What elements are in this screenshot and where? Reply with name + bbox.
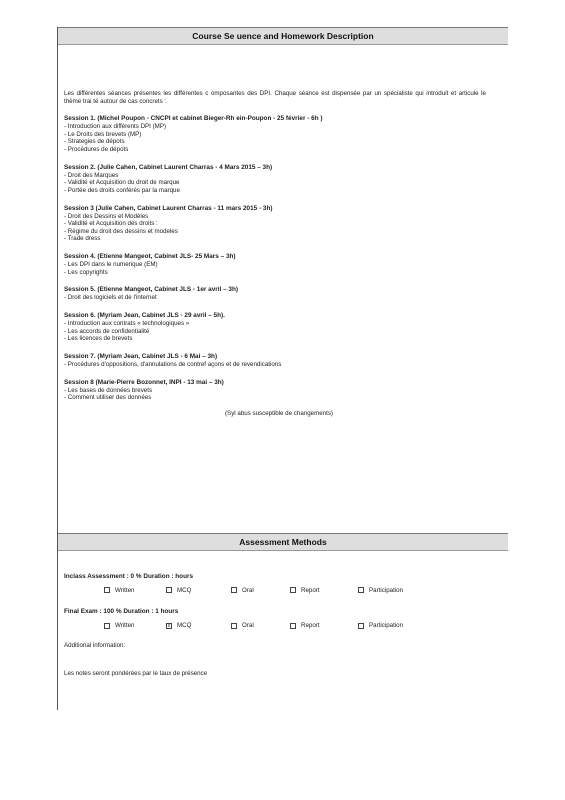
option-label: Report bbox=[301, 621, 320, 629]
option-label: Oral bbox=[242, 586, 254, 594]
session-block bbox=[64, 164, 494, 195]
option-mcq[interactable] bbox=[166, 622, 231, 630]
option-report[interactable] bbox=[290, 622, 358, 630]
inclass-assessment-label: Inclass Assessment : 0 % Duration : hours bbox=[64, 573, 194, 580]
option-mcq[interactable] bbox=[166, 587, 231, 595]
session-item: - Les licences de brevets bbox=[64, 335, 133, 343]
option-label: Participation bbox=[369, 586, 404, 594]
option-written[interactable] bbox=[104, 587, 166, 595]
final-exam-options bbox=[104, 622, 403, 630]
session-item: - Procédures de dépots bbox=[64, 146, 129, 154]
session-item: - Comment utiliser des données bbox=[64, 394, 152, 402]
checkbox[interactable] bbox=[104, 623, 110, 629]
session-item: - Droit des Marques bbox=[64, 171, 119, 179]
assessment-methods-header: Assessment Methods bbox=[58, 533, 508, 551]
checkbox[interactable] bbox=[231, 623, 237, 629]
option-oral[interactable] bbox=[231, 587, 290, 595]
session-title: Session 7. (Myriam Jean, Cabinet JLS - 6 Mai – 3h) bbox=[64, 352, 218, 360]
option-label: Report bbox=[301, 586, 320, 594]
session-item: - Les accords de confidentialité bbox=[64, 327, 150, 335]
session-title: Session 8 (Marie-Pierre Bozonnet, INPI - 13 mai – 3h) bbox=[64, 378, 224, 386]
checkbox[interactable] bbox=[358, 623, 364, 629]
intro-paragraph: Les différentes séances présentes les différentes c omposantes des DPI. Chaque séance est dispensée par un spécialiste qui introduit et articule le thème trai té autour de cas concrets : bbox=[64, 90, 486, 105]
session-item: - Portée des droits conférés par la marque bbox=[64, 186, 180, 194]
session-block bbox=[64, 379, 494, 402]
option-label: MCQ bbox=[177, 586, 192, 594]
option-report[interactable] bbox=[290, 587, 358, 595]
session-item: - Les DPI dans le numerique (EM) bbox=[64, 261, 158, 269]
option-label: Written bbox=[115, 586, 135, 594]
session-item: - Strategies de dépots bbox=[64, 138, 125, 146]
session-title: Session 3 (Julie Cahen, Cabinet Laurent Charras - 11 mars 2015 - 3h) bbox=[64, 204, 273, 212]
option-label: Participation bbox=[369, 621, 404, 629]
session-item: - Les bases de données brevets bbox=[64, 386, 153, 394]
additional-information-text: Les notes seront pondérées par le taux de présence bbox=[64, 669, 208, 677]
session-title: Session 2. (Julie Cahen, Cabinet Laurent Charras - 4 Mars 2015 – 3h) bbox=[64, 163, 273, 171]
document-frame bbox=[57, 27, 508, 710]
session-block bbox=[64, 353, 494, 369]
session-item: - Introduction aux contrats « technologiques » bbox=[64, 320, 190, 328]
option-label: Oral bbox=[242, 621, 254, 629]
session-list bbox=[64, 115, 494, 402]
session-item: - Validité et Acquisition des droits : bbox=[64, 220, 158, 228]
session-item: - Procédures d'oppositions, d'annulations de contref açons et de revendications bbox=[64, 360, 282, 368]
option-participation[interactable] bbox=[358, 622, 403, 630]
course-content bbox=[64, 90, 494, 417]
assessment-content bbox=[64, 573, 403, 678]
session-block bbox=[64, 205, 494, 243]
checkbox[interactable] bbox=[104, 587, 110, 593]
session-title: Session 6. (Myriam Jean, Cabinet JLS - 29 avril – 5h). bbox=[64, 311, 225, 319]
course-sequence-header: Course Se uence and Homework Description bbox=[58, 27, 508, 45]
session-title: Session 1. (Michel Poupon - CNCPI et cabinet Bieger-Rh ein-Poupon - 25 février - 6h ) bbox=[64, 115, 323, 123]
final-exam-label: Final Exam : 100 % Duration : 1 hours bbox=[64, 608, 179, 616]
checkbox[interactable] bbox=[231, 587, 237, 593]
session-item: - Le Droits des brevets (MP) bbox=[64, 130, 142, 138]
session-block bbox=[64, 286, 494, 302]
additional-information-label: Additional information: bbox=[64, 642, 126, 650]
checkbox[interactable] bbox=[166, 623, 172, 629]
checkbox[interactable] bbox=[290, 587, 296, 593]
session-item: - Validité et Acquisition du droit de marque bbox=[64, 179, 180, 187]
checkbox[interactable] bbox=[166, 587, 172, 593]
session-item: - Trade dress bbox=[64, 235, 101, 243]
session-item: - Les copyrights bbox=[64, 268, 108, 276]
option-label: MCQ bbox=[177, 621, 192, 629]
inclass-options bbox=[104, 587, 403, 595]
checkbox[interactable] bbox=[290, 623, 296, 629]
session-title: Session 5. (Etienne Mangeot, Cabinet JLS - 1er avril – 3h) bbox=[64, 286, 239, 294]
option-participation[interactable] bbox=[358, 587, 403, 595]
session-block bbox=[64, 312, 494, 343]
syllabus-note: (Syl abus susceptible de changements) bbox=[225, 409, 333, 417]
option-label: Written bbox=[115, 621, 135, 629]
option-written[interactable] bbox=[104, 622, 166, 630]
session-block bbox=[64, 115, 494, 153]
option-oral[interactable] bbox=[231, 622, 290, 630]
session-title: Session 4. (Etienne Mangeot, Cabinet JLS- 25 Mars – 3h) bbox=[64, 253, 236, 260]
session-item: - Droit des Dessins et Modèles bbox=[64, 212, 149, 220]
session-item: - Régime du droit des dessins et modeles bbox=[64, 227, 178, 235]
checkbox[interactable] bbox=[358, 587, 364, 593]
session-block bbox=[64, 253, 494, 276]
session-item: - Introduction aux différents DPI (MP) bbox=[64, 123, 167, 131]
session-item: - Droit des logiciels et de l'internet bbox=[64, 294, 157, 302]
